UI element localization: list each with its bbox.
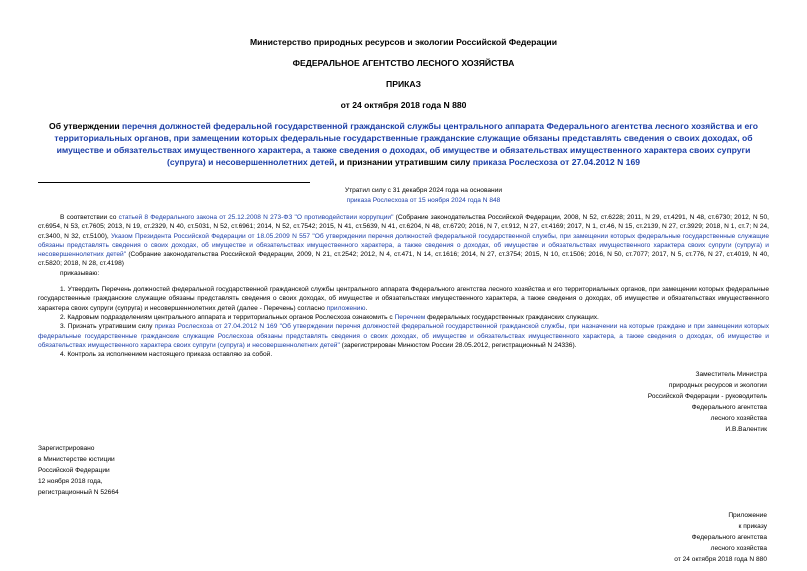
link-appendix[interactable]: приложению xyxy=(326,304,366,312)
item-2-end: федеральных государственных гражданских служащих. xyxy=(425,313,599,321)
registration-line: 12 ноября 2018 года, xyxy=(38,478,103,486)
signature-line: природных ресурсов и экологии xyxy=(668,382,767,390)
link-order-169[interactable]: приказ Рослесхоза от 27.04.2012 N 169 "Об утверждении перечня должностей федеральной государственной гражданской службы, при назначении на которые граждане и при замещении которых федеральные государственные гражданские служащие Рослесхоза обязаны представлять сведения о своих доходах, об имуществе и обязательствах имущественного характера, а также сведения о доходах, об имуществе и обязательствах имущественного характера своих супруги (супруга) и несовершеннолетних детей" xyxy=(38,323,769,349)
preamble-paragraph xyxy=(38,213,769,269)
signatory-name: И.В.Валентик xyxy=(725,426,767,434)
link-presidential-decree-557[interactable]: Указом Президента Российской Федерации от 18.05.2009 N 557 "Об утверждении перечня должностей федеральной государственной службы, при замещении которых федеральные государственные служащие обязаны представлять сведения о своих доходах, об имуществе и обязательствах имущественного характера, а также сведения о доходах, об имуществе и обязательствах имущественного характера своих супруги (супруга) и несовершеннолетних детей" xyxy=(38,232,769,259)
registration-line: Российской Федерации xyxy=(38,467,110,475)
item-2-text: 2. Кадровым подразделениям центрального аппарата и территориальных органов Рослесхоза ознакомить с xyxy=(60,313,395,321)
title-link-list[interactable]: перечня должностей федеральной государственной гражданской службы центрального аппарата Федерального агентства лесного хозяйства и его территориальных органов, при замещении которых федеральные государственные гражданские служащие обязаны представлять сведения о своих доходах, об имуществе и обязательствах имущественного характера, а также сведения о доходах, об имуществе и обязательствах имущественного характера своих супруги (супруга) и несовершеннолетних детей xyxy=(54,121,758,167)
lapse-note xyxy=(38,186,769,206)
appendix-line: Федерального агентства xyxy=(691,534,767,542)
document-body xyxy=(38,213,769,359)
agency-name: ФЕДЕРАЛЬНОЕ АГЕНТСТВО ЛЕСНОГО ХОЗЯЙСТВА xyxy=(292,58,515,68)
item-1-end: . xyxy=(365,304,368,312)
registration-line: регистрационный N 52664 xyxy=(38,489,119,497)
signature-line: Российской Федерации - руководитель xyxy=(647,393,767,401)
preamble-text-3: (Собрание законодательства Российской Федерации, 2009, N 21, ст.2542; 2012, N 4, ст.471, N 14, ст.1616; 2014, N 27, ст.3754; 2015, N 10, ст.1506; 2016, N 50, ст.7077; 2017, N 5, ст.776, N 27, ст.4019, N 40, ст.5820; 2018, N 28, ст.4198) xyxy=(38,251,769,268)
preamble-text-2: (Собрание законодательства Российской Федерации, 2008, N 52, ст.6228; 2011, N 29, ст.4291, N 48, ст.6730; 2012, N 50, ст.6954, N 53, ст.7605; 2013, N 19, ст.2329, N 40, ст.5031, N 52, ст.6961; 2014, N 52, ст.7542; 2015, N 41, ст.5639, N 41, ст.6204, N 48, ст.6720; 2016, N 7, ст.912, N 27, ст.4169; 2017, N 1, ст.46, N 15, ст.2139, N 27, ст.3929; 2018, N 1, ст.7; N 24, ст.3400, N 32, ст.5100), xyxy=(38,214,769,240)
item-3-end: (зарегистрирован Минюстом России 28.05.2012, регистрационный N 24336). xyxy=(339,341,577,349)
lapse-note-text: Утратил силу с 31 декабря 2024 года на основании xyxy=(344,187,503,194)
item-1 xyxy=(38,285,769,313)
document-type: ПРИКАЗ xyxy=(386,79,421,89)
item-3-text: 3. Признать утратившим силу xyxy=(60,323,155,331)
registration-line: Зарегистрировано xyxy=(38,445,95,453)
signature-line: Федерального агентства xyxy=(691,404,767,412)
link-federal-law-273[interactable]: статьей 8 Федерального закона от 25.12.2008 N 273-ФЗ "О противодействии коррупции" xyxy=(118,214,394,221)
document-title xyxy=(46,120,761,168)
signature-line: Заместитель Министра xyxy=(695,371,767,379)
signature-block xyxy=(38,369,767,435)
item-4: 4. Контроль за исполнением настоящего приказа оставляю за собой. xyxy=(60,351,273,359)
item-3 xyxy=(38,322,769,350)
registration-block xyxy=(38,443,769,498)
title-link-repealed-order[interactable]: приказа Рослесхоза от 27.04.2012 N 169 xyxy=(472,157,641,167)
appendix-line: Приложение xyxy=(728,512,767,520)
title-middle: , и признании утратившим силу xyxy=(334,157,473,167)
appendix-header xyxy=(38,510,767,565)
appendix-line: к приказу xyxy=(738,523,767,531)
ministry-name: Министерство природных ресурсов и экологии Российской Федерации xyxy=(250,37,557,47)
signature-line: лесного хозяйства xyxy=(710,415,767,423)
registration-line: в Министерстве юстиции xyxy=(38,456,115,464)
document-date-number: от 24 октября 2018 года N 880 xyxy=(340,100,467,110)
title-prefix: Об утверждении xyxy=(49,121,123,131)
lapse-note-link[interactable]: приказа Рослесхоза от 15 ноября 2024 года N 848 xyxy=(346,197,501,204)
preamble-text-1: В соответствии со xyxy=(60,214,119,221)
orders-word: приказываю: xyxy=(60,269,100,277)
appendix-line: лесного хозяйства xyxy=(710,545,767,553)
item-1-text: 1. Утвердить Перечень должностей федеральной государственной гражданской службы центрального аппарата Федерального агентства лесного хозяйства и его территориальных органов, при замещении которых федеральные государственные гражданские служащие обязаны представлять сведения о своих доходах, об имуществе и обязательствах имущественного характера, а также сведения о доходах, об имуществе и обязательствах имущественного характера своих супруги (супруга) и несовершеннолетних детей (далее - Перечень) согласно xyxy=(38,286,769,312)
item-2 xyxy=(38,313,769,322)
separator-rule xyxy=(38,182,310,183)
appendix-line: от 24 октября 2018 года N 880 xyxy=(674,556,767,564)
link-list[interactable]: Перечнем xyxy=(394,313,426,321)
